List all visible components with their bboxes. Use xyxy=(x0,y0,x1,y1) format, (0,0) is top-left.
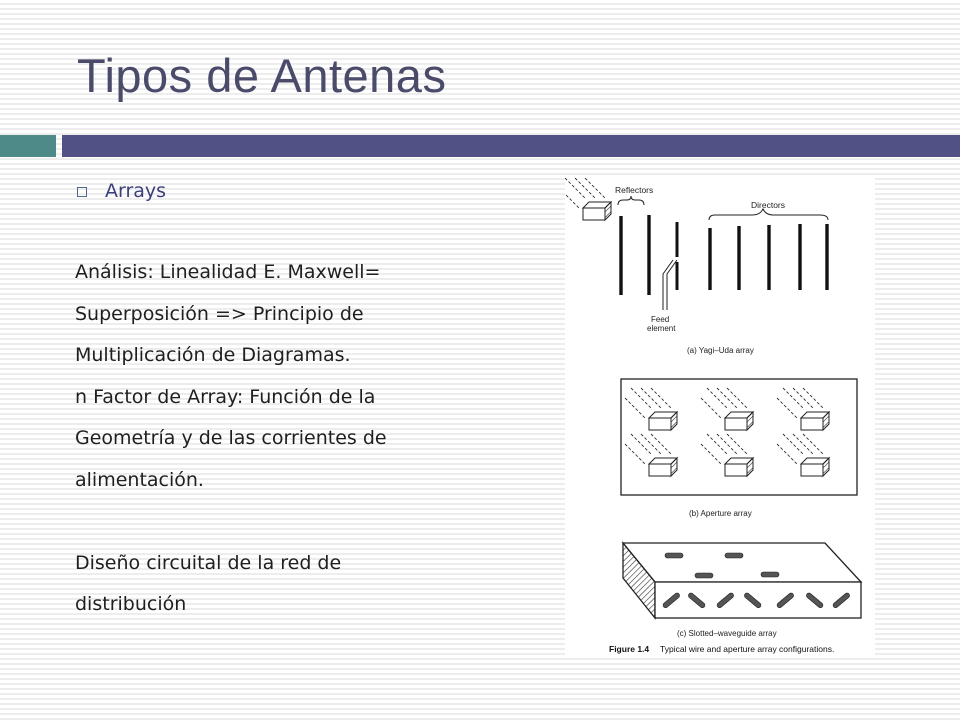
horn-element xyxy=(701,434,753,476)
waveguide-front xyxy=(655,582,861,618)
array-figure xyxy=(565,178,875,658)
caption-b: (b) Aperture array xyxy=(689,509,752,518)
body-line: Superposición => Principio de xyxy=(75,302,364,325)
body-line: Análisis: Linealidad E. Maxwell= xyxy=(75,261,381,283)
reflectors-label: Reflectors xyxy=(615,185,654,195)
slide-title: Tipos de Antenas xyxy=(77,49,447,102)
horn-element xyxy=(565,178,611,220)
body-line: Geometría y de las corrientes de xyxy=(75,427,387,449)
slot xyxy=(725,553,743,558)
horn-element xyxy=(777,434,829,476)
horn-element xyxy=(625,434,677,476)
waveguide-top xyxy=(623,543,861,582)
caption-a: (a) Yagi–Uda array xyxy=(687,346,754,355)
horn-element xyxy=(777,388,829,430)
body-line: alimentación. xyxy=(75,468,204,491)
ground-plane xyxy=(621,379,857,495)
slot xyxy=(665,553,683,558)
directors-brace xyxy=(709,209,828,220)
body-line: n Factor de Array: Función de la xyxy=(75,385,376,408)
title-band xyxy=(62,135,960,157)
slot xyxy=(695,573,713,578)
body-line: distribución xyxy=(75,593,187,615)
feed-label: Feed xyxy=(651,315,670,324)
slotted-waveguide-diagram xyxy=(623,543,861,638)
paragraph-gap xyxy=(75,501,495,543)
feed-label: element xyxy=(647,324,676,333)
figure-caption: Typical wire and aperture array configurations. xyxy=(660,644,835,654)
directors-label: Directors xyxy=(751,200,786,210)
figure-number: Figure 1.4 xyxy=(609,644,650,654)
yagi-uda-diagram xyxy=(615,185,828,355)
array-figure-drawing xyxy=(565,178,875,658)
body-text xyxy=(75,252,495,626)
body-line: Multiplicación de Diagramas. xyxy=(75,344,351,366)
caption-c: (c) Slotted–waveguide array xyxy=(677,629,777,638)
horn-element xyxy=(625,388,677,430)
horn-element xyxy=(701,388,753,430)
body-line: Diseño circuital de la red de xyxy=(75,551,342,574)
bullet-text: Arrays xyxy=(105,180,167,202)
square-bullet-icon xyxy=(77,187,87,197)
slot xyxy=(761,572,779,577)
title-band-accent xyxy=(0,135,56,157)
bullet-item xyxy=(77,180,166,202)
reflectors-brace xyxy=(618,196,644,205)
